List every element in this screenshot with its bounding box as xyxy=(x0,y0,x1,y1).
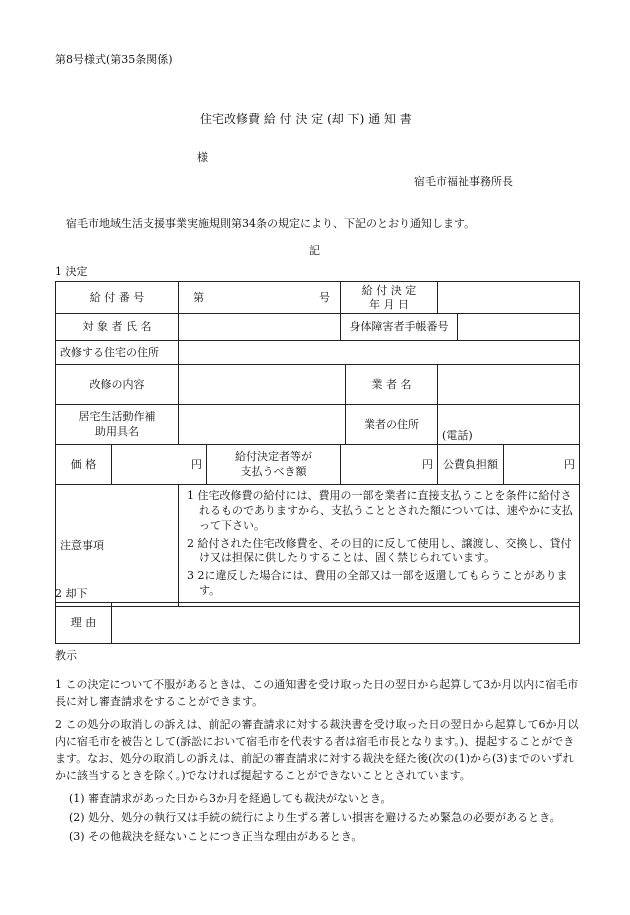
kyufu-kettei-label: 給 付 決 定 年 月 日 xyxy=(341,282,438,314)
decision-table xyxy=(55,281,580,607)
teiji-item: 2 この処分の取消しの訴えは、前記の審査請求に対する裁決書を受け取った日の翌日から起算して6か月以内に宿毛市を被告として(訴訟において宿毛市を代表する者は宿毛市長となります。)、提起することができます。なお、処分の取消しの訴えは、前記の審査請求に対する裁決を経た後(次の(1)から(3)までのいずれかに該当するときを除く。)でなければ提起することができないこととされています。 xyxy=(55,718,579,783)
kyufu-kettei-value xyxy=(438,282,580,314)
kyakka-table xyxy=(55,602,580,644)
chui-items xyxy=(179,485,580,607)
kohi-label: 公費負担額 xyxy=(438,445,504,485)
techo-bango-label: 身体障害者手帳番号 xyxy=(341,314,458,341)
kakaku-label: 価 格 xyxy=(56,445,112,485)
teiji-item: 1 この決定について不服があるときは、この通知書を受け取った日の翌日から起算して3か月以内に宿毛市長に対し審査請求をすることができます。 xyxy=(55,678,579,709)
taisho-shimei-value xyxy=(179,314,341,341)
kyotaku-value xyxy=(179,405,346,445)
kaishu-naiyo-label: 改修の内容 xyxy=(56,365,179,405)
teiji-sub-item: (1) 審査請求があった日から3か月を経過しても裁決がないとき。 xyxy=(69,792,392,806)
taisho-shimei-label: 対 象 者 氏 名 xyxy=(56,314,179,341)
kakaku-value: 円 xyxy=(112,445,207,485)
kohi-value: 円 xyxy=(504,445,580,485)
shiharau-label: 給付決定者等が 支払うべき額 xyxy=(207,445,341,485)
shiharau-value: 円 xyxy=(341,445,438,485)
intro-text: 宿毛市地域生活支援事業実施規則第34条の規定により、下記のとおり通知します。 xyxy=(66,217,476,230)
riyu-value xyxy=(112,603,580,644)
gyosha-mei-label: 業 者 名 xyxy=(346,365,438,405)
kyotaku-label: 居宅生活動作補 助用具名 xyxy=(56,405,179,445)
chui-item: 2 給付された住宅改修費を、その目的に反して使用し、譲渡し、交換し、貸付け又は担保に供したりすることは、固く禁じられています。 xyxy=(187,536,572,565)
gyosha-jusho-label: 業者の住所 xyxy=(346,405,438,445)
addressee-suffix: 様 xyxy=(197,151,208,164)
denwa-label: (電話) xyxy=(442,428,473,442)
ki-label: 記 xyxy=(309,244,320,257)
gyosha-mei-value xyxy=(438,365,580,405)
form-number: 第8号様式(第35条関係) xyxy=(55,53,173,66)
techo-bango-value xyxy=(458,314,580,341)
section1-heading: 1 決定 xyxy=(55,265,88,278)
sender: 宿毛市福祉事務所長 xyxy=(414,175,513,188)
riyu-label: 理 由 xyxy=(56,603,112,644)
teiji-section xyxy=(55,676,579,847)
chui-label: 注意事項 xyxy=(56,485,179,607)
kaishu-naiyo-value xyxy=(179,365,346,405)
chui-item: 1 住宅改修費の給付には、費用の一部を業者に直接支払うことを条件に給付されるものでありますから、支払うこととされた額については、速やかに支払って下さい。 xyxy=(187,489,573,532)
kyufu-bango-label: 給 付 番 号 xyxy=(56,282,179,314)
teiji-sub-item: (2) 処分、処分の執行又は手続の続行により生ずる著しい損害を避けるため緊急の必要があるとき。 xyxy=(69,811,561,825)
page-title: 住宅改修費 給 付 決 定 (却 下) 通 知 書 xyxy=(200,112,412,126)
chui-item: 3 2に違反した場合には、費用の全部又は一部を返還してもらうことがあります。 xyxy=(187,569,568,598)
jutaku-jusho-label: 改修する住宅の住所 xyxy=(56,341,179,365)
kyufu-bango-value: 第 号 xyxy=(179,282,341,314)
jutaku-jusho-value xyxy=(179,341,580,365)
gyosha-jusho-value xyxy=(438,405,580,445)
teiji-heading: 教示 xyxy=(55,649,77,662)
section2-heading: 2 却下 xyxy=(55,587,88,600)
teiji-sub-item: (3) その他裁決を経ないことにつき正当な理由があるとき。 xyxy=(69,830,363,844)
